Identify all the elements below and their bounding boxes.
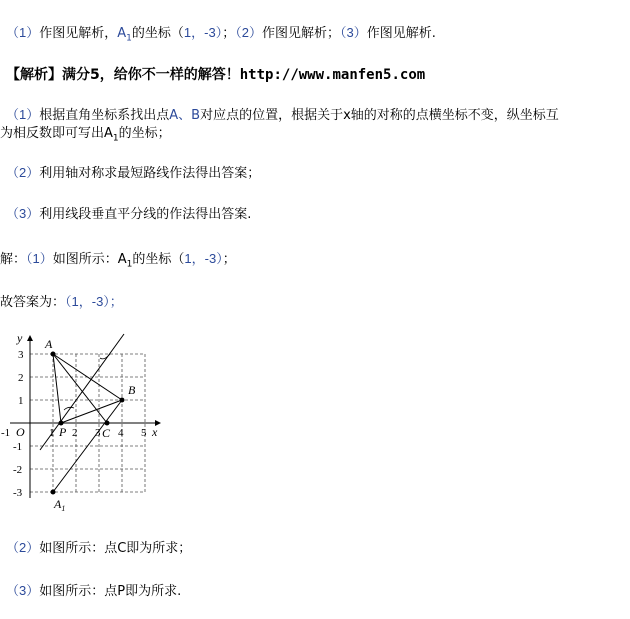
step-3-text: 利用线段垂直平分线的作法得出答案.: [39, 207, 252, 222]
point-b-dot: [120, 398, 125, 403]
part-number-3: （3）: [339, 25, 367, 40]
separator: ；: [222, 26, 236, 41]
answer-summary: [6, 22, 436, 44]
step-3-number: （3）: [6, 206, 40, 221]
solution-2: [6, 537, 191, 556]
y-tick-label: -3: [13, 487, 23, 499]
solution-1-subscript: 1: [126, 259, 133, 270]
step-1-subscript: 1: [112, 133, 119, 144]
analysis-header: [6, 64, 425, 84]
y-tick-label: 2: [18, 372, 24, 384]
point-b-label: B: [128, 383, 136, 397]
site-url: http://www.manfen5.com: [239, 67, 426, 83]
part-number-2: （2）: [235, 25, 262, 40]
y-tick-label: 3: [18, 349, 24, 361]
final-answer: [0, 291, 123, 310]
step-1-number: （1）: [6, 107, 40, 122]
y-tick-label: -2: [13, 464, 23, 476]
point-a1-dot: [51, 490, 56, 495]
step-2-number: （2）: [6, 165, 40, 180]
x-tick-label: 3: [95, 427, 101, 439]
y-tick-label: 1: [18, 395, 24, 407]
point-a-dot: [51, 352, 56, 357]
segment-a-p: [53, 354, 61, 423]
origin-label: O: [16, 425, 25, 439]
step-1-text-a: 根据直角坐标系找出点: [39, 108, 170, 123]
part-number-1: （1）: [6, 25, 40, 40]
analysis-step-1: [6, 104, 559, 123]
coordinate-figure: [0, 328, 190, 518]
answer-text-3: 作图见解析；: [261, 26, 340, 41]
x-tick-label: -1: [1, 427, 11, 439]
solution-1-value: 1，-3）: [184, 251, 223, 266]
solution-1-end: ；: [222, 252, 236, 267]
x-tick-label: 1: [49, 427, 55, 439]
answer-coordinate: 1，-3）: [183, 25, 223, 40]
point-a-label: A: [45, 337, 53, 351]
x-tick-label: 2: [72, 427, 78, 439]
final-answer-label: 故答案为：: [0, 295, 66, 310]
step-1-text-d: 的坐标；: [118, 126, 171, 141]
point-a1: $A_1$: [117, 26, 132, 44]
solution-1-number: （1）: [26, 251, 53, 266]
analysis-step-3: [6, 203, 251, 222]
point-a1-label: $A_1$: [54, 497, 66, 513]
solution-3: [6, 580, 181, 599]
y-axis-label: y: [17, 331, 23, 345]
step-1-text-c: 为相反数即可写出A: [0, 126, 113, 141]
point-p-label: P: [59, 425, 67, 439]
solution-1-text-b: 的坐标（: [132, 252, 185, 267]
solution-3-number: （3）: [6, 583, 40, 598]
analysis-label: 【解析】满分5，给你不一样的解答！: [6, 67, 240, 83]
point-c-label: C: [102, 426, 111, 440]
answer-text-1: 作图见解析，: [39, 26, 118, 41]
y-tick-label: -1: [13, 441, 23, 453]
analysis-step-1-cont: [0, 122, 171, 144]
final-answer-value: （1，-3）；: [65, 294, 123, 309]
x-tick-label: 5: [141, 427, 147, 439]
solution-1-text-a: 如图所示：A: [52, 252, 127, 267]
step-2-text: 利用轴对称求最短路线作法得出答案；: [39, 166, 261, 181]
x-axis-label: x: [152, 425, 158, 439]
step-1-points: A、B: [169, 108, 201, 123]
point-c-dot: [105, 421, 110, 426]
step-1-text-b: 对应点的位置，根据关于x轴的对称的点横坐标不变，纵坐标互: [200, 108, 559, 123]
x-tick-label: 4: [118, 427, 124, 439]
solution-1: [0, 248, 236, 270]
solution-intro: 解：: [0, 252, 27, 267]
analysis-step-2: [6, 162, 260, 181]
solution-3-text: 如图所示：点P即为所求.: [39, 584, 182, 599]
solution-2-number: （2）: [6, 540, 40, 555]
answer-text-2: 的坐标（: [131, 26, 184, 41]
solution-2-text: 如图所示：点C即为所求；: [39, 541, 192, 556]
answer-text-4: 作图见解析.: [366, 26, 436, 41]
